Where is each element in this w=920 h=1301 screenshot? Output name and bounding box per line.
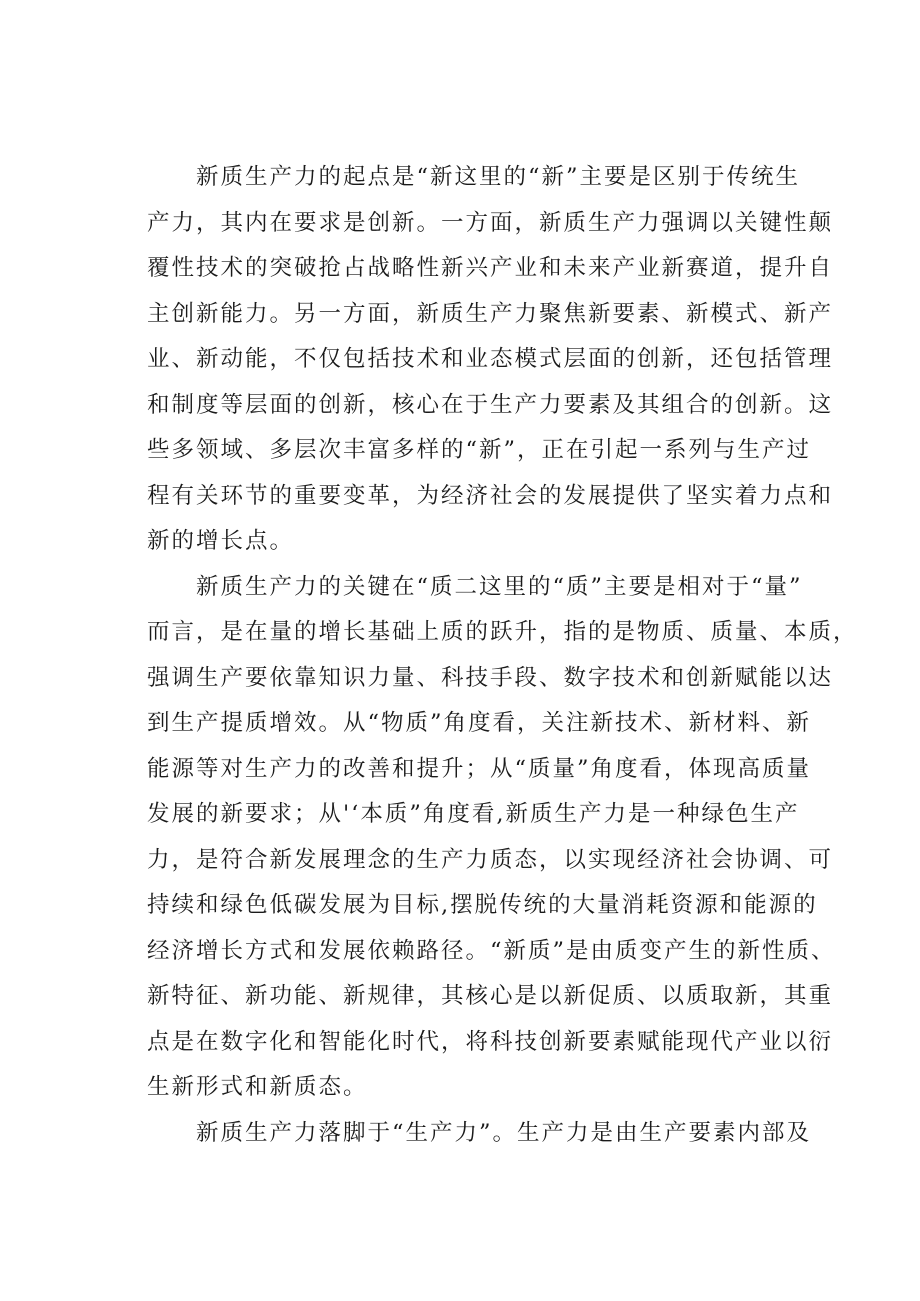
paragraph-line: 产力，其内在要求是创新。一方面，新质生产力强调以关键性颠 bbox=[147, 209, 834, 236]
paragraph-line: 新质生产力落脚于“生产力”。生产力是由生产要素内部及 bbox=[196, 1119, 812, 1146]
paragraph-line: 程有关环节的重要变革，为经济社会的发展提供了坚实着力点和 bbox=[147, 482, 834, 509]
paragraph-1 bbox=[147, 155, 834, 565]
paragraph-line: 生新形式和新质态。 bbox=[147, 1074, 368, 1100]
paragraph-line: 到生产提质增效。从“物质”角度看，关注新技术、新材料、新 bbox=[147, 710, 812, 736]
paragraph-line: 覆性技术的突破抢占战略性新兴产业和未来产业新赛道，提升自 bbox=[147, 255, 834, 281]
paragraph-2 bbox=[147, 565, 858, 1111]
paragraph-line: 新质生产力的起点是“新这里的“新”主要是区别于传统生 bbox=[196, 164, 801, 190]
paragraph-line: 强调生产要依靠知识力量、科技手段、数字技术和创新赋能以达 bbox=[147, 664, 834, 691]
paragraph-line: 持续和绿色低碳发展为目标,摆脱传统的大量消耗资源和能源的 bbox=[147, 892, 818, 918]
paragraph-line: 和制度等层面的创新，核心在于生产力要素及其组合的创新。这 bbox=[147, 391, 834, 418]
paragraph-line: 主创新能力。另一方面，新质生产力聚焦新要素、新模式、新产 bbox=[147, 300, 834, 327]
paragraph-line: 业、新动能，不仅包括技术和业态模式层面的创新，还包括管理 bbox=[147, 346, 834, 372]
paragraph-line: 力，是符合新发展理念的生产力质态，以实现经济社会协调、可 bbox=[147, 846, 834, 873]
paragraph-line: 发展的新要求；从'‘本质”角度看,新质生产力是一种绿色生产 bbox=[147, 801, 800, 827]
document-body bbox=[147, 155, 858, 1156]
paragraph-line: 些多领域、多层次丰富多样的“新”，正在引起一系列与生产过 bbox=[147, 437, 812, 463]
paragraph-3 bbox=[147, 1111, 812, 1157]
paragraph-line: 新的增长点。 bbox=[147, 528, 295, 554]
paragraph-line: 新质生产力的关键在“质二这里的“质”主要是相对于“量” bbox=[196, 573, 803, 600]
paragraph-line: 经济增长方式和发展依赖路径。“新质”是由质变产生的新性质、 bbox=[147, 937, 836, 964]
paragraph-line: 新特征、新功能、新规律，其核心是以新促质、以质取新，其重 bbox=[147, 983, 834, 1009]
paragraph-line: 能源等对生产力的改善和提升；从“质量”角度看，体现高质量 bbox=[147, 755, 812, 782]
paragraph-line: 而言，是在量的增长基础上质的跃升，指的是物质、质量、本质， bbox=[147, 619, 858, 645]
paragraph-line: 点是在数字化和智能化时代，将科技创新要素赋能现代产业以衍 bbox=[147, 1028, 834, 1055]
